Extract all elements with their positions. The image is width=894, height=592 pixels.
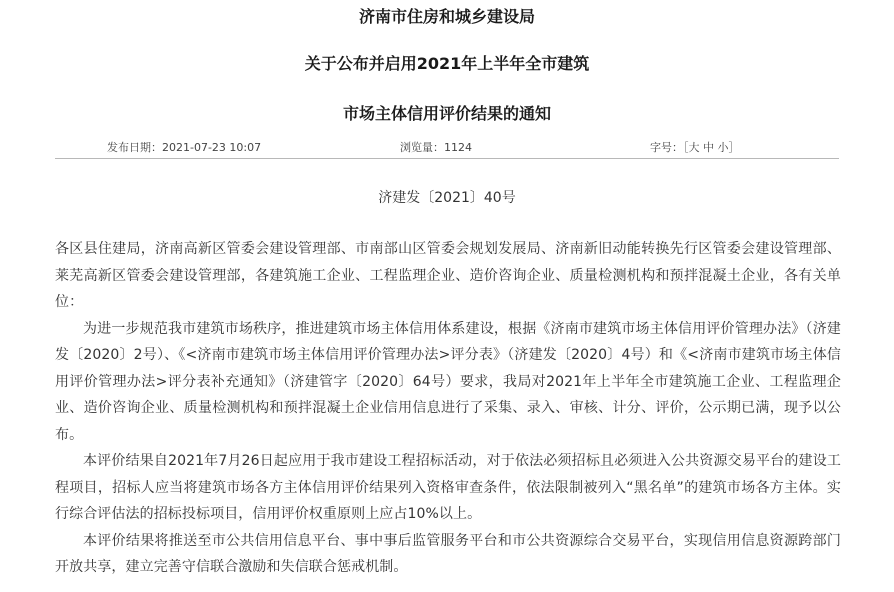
body-paragraph-2: 本评价结果自2021年7月26日起应用于我市建设工程招标活动，对于依法必须招标且必须进入公共资源交易平台的建设工程项目，招标人应当将建筑市场各方主体信用评价结果列入资格审查条件，依法限制被列入“黑名单”的建筑市场各方主体。实行综合评估法的招标投标项目，信用评价权重原则上应占10%以上。 bbox=[55, 453, 841, 522]
meta-divider bbox=[55, 158, 839, 159]
body-paragraph-1: 为进一步规范我市建筑市场秩序，推进建筑市场主体信用体系建设，根据《济南市建筑市场主体信用评价管理办法》（济建发〔2020〕2号）、《<济南市建筑市场主体信用评价管理办法>评分表》（济建发〔2020〕4号）和《<济南市建筑市场主体信用评价管理办法>评分表补充通知》（济建管字〔2020〕64号）要求，我局对2021年上半年全市建筑施工企业、工程监理企业、造价咨询企业、质量检测机构和预拌混凝土企业信用信息进行了采集、录入、审核、计分、评价，公示期已满，现予以公布。 bbox=[55, 320, 841, 443]
notice-title-line2: 市场主体信用评价结果的通知 bbox=[342, 104, 551, 123]
notice-body bbox=[55, 236, 841, 581]
view-count-value: 1124 bbox=[444, 141, 472, 154]
font-size-small-link[interactable]: 小 bbox=[717, 141, 729, 154]
font-size-label: 字号： bbox=[650, 141, 683, 154]
publish-date-label: 发布日期： bbox=[107, 141, 162, 154]
notice-title-line1: 关于公布并启用2021年上半年全市建筑 bbox=[304, 54, 590, 73]
body-paragraph-3: 本评价结果将推送至市公共信用信息平台、事中事后监管服务平台和市公共资源综合交易平台，实现信用信息资源跨部门开放共享，建立完善守信联合激励和失信联合惩戒机制。 bbox=[55, 532, 841, 575]
agency-name: 济南市住房和城乡建设局 bbox=[358, 7, 535, 26]
document-number: 济建发〔2021〕40号 bbox=[378, 190, 516, 206]
addressees-paragraph: 各区县住建局，济南高新区管委会建设管理部、市南部山区管委会规划发展局、济南新旧动能转换先行区管委会建设管理部、莱芜高新区管委会建设管理部，各建筑施工企业、工程监理企业、造价咨询企业、质量检测机构和预拌混凝土企业，各有关单位： bbox=[55, 241, 841, 310]
publish-date bbox=[107, 140, 261, 156]
font-size-medium-link[interactable]: 中 bbox=[703, 141, 714, 154]
view-count bbox=[400, 140, 472, 156]
article-meta-bar bbox=[55, 140, 839, 156]
view-count-label: 浏览量： bbox=[400, 141, 444, 154]
font-size-large-link[interactable]: 大 bbox=[688, 141, 700, 154]
bracket-open: ［ bbox=[683, 141, 689, 154]
publish-date-value: 2021-07-23 10:07 bbox=[162, 141, 262, 154]
font-size-switcher bbox=[650, 140, 740, 156]
bracket-close: ］ bbox=[728, 141, 740, 154]
